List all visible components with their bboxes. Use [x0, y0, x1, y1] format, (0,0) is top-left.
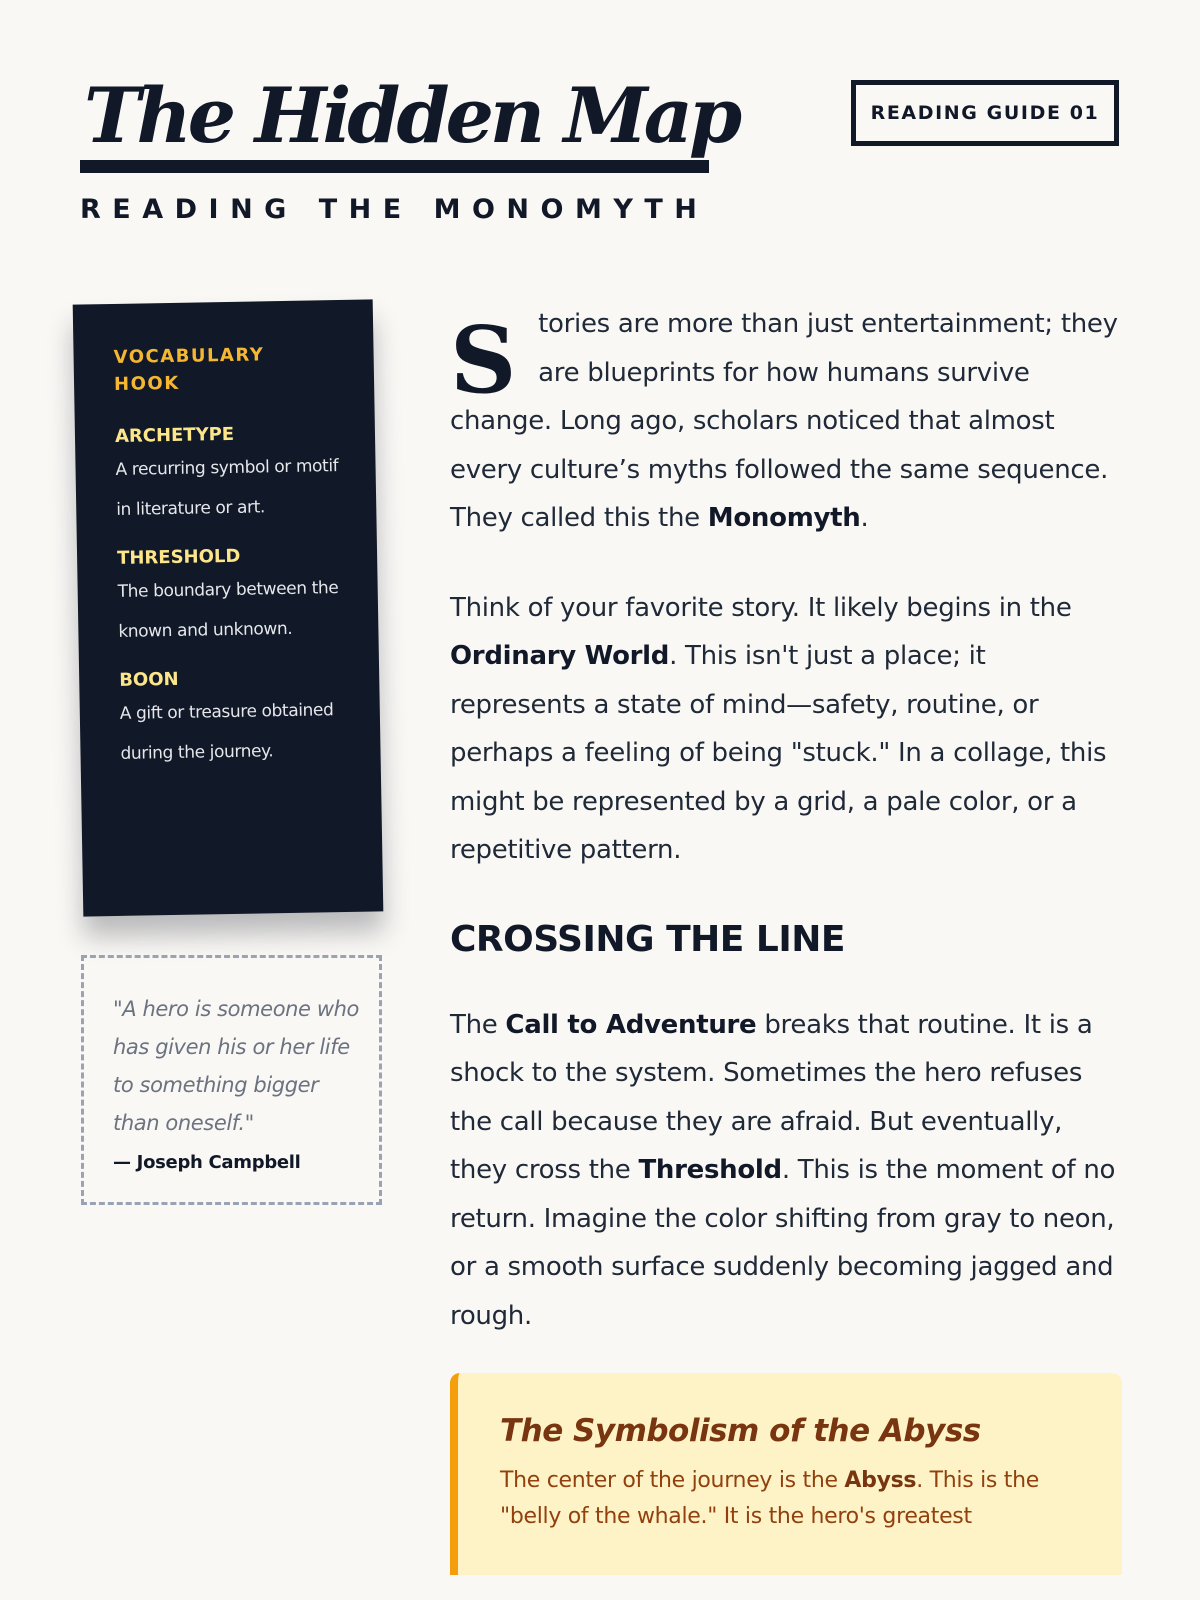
threshold-paragraph [450, 1001, 1122, 1341]
paragraph-text: . This is the moment of no return. Imagine the color shifting from gray to neon, or a smooth surface suddenly becoming jagged and rough. [450, 1155, 1116, 1331]
term-call-to-adventure: Call to Adventure [505, 1009, 757, 1040]
term-monomyth: Monomyth [707, 503, 861, 533]
term-name: ARCHETYPE [114, 423, 235, 447]
paragraph-text: breaks that routine. It is a shock to the system. Sometimes the hero refuses the call because they are afraid. But eventually, they cross the [450, 1009, 1093, 1185]
reading-guide-badge: READING GUIDE 01 [851, 80, 1119, 146]
term-definition: A gift or treasure obtained during the journey. [119, 700, 334, 764]
paragraph-text: tories are more than just entertainment; they are blueprints for how humans survive change. Long ago, scholars noticed that almost every culture’s myths followed the same sequence. They called this the [450, 309, 1118, 533]
vocabulary-card [73, 299, 384, 916]
term-abyss: Abyss [844, 1468, 917, 1493]
term-threshold: Threshold [638, 1155, 782, 1185]
quote-box [81, 955, 382, 1205]
callout-title: The Symbolism of the Abyss [500, 1413, 981, 1449]
term-name: BOON [119, 668, 179, 691]
quote-author: — Joseph Campbell [113, 1152, 301, 1173]
title-underline [80, 160, 709, 173]
paragraph-text: The center of the journey is the [500, 1468, 845, 1493]
drop-cap: S [450, 306, 517, 414]
vocab-term-boon [119, 664, 361, 774]
paragraph-text: Think of your favorite story. It likely begins in the [450, 592, 1072, 623]
article-body [450, 300, 1122, 1575]
vocabulary-title: VOCABULARY HOOK [113, 344, 265, 395]
term-definition: The boundary between the known and unknown. [117, 578, 339, 642]
vocab-term-archetype [115, 420, 357, 530]
intro-paragraph [450, 300, 1122, 543]
paragraph-text: . [860, 503, 869, 533]
term-definition: A recurring symbol or motif in literature or art. [115, 456, 339, 520]
term-ordinary-world: Ordinary World [450, 641, 670, 671]
term-name: THRESHOLD [116, 545, 241, 569]
ordinary-world-paragraph [450, 584, 1122, 875]
vocab-term-threshold [117, 542, 359, 652]
page-title: The Hidden Map [84, 71, 739, 160]
paragraph-text: The [450, 1009, 506, 1040]
section-heading: CROSSING THE LINE [450, 918, 845, 960]
abyss-callout [450, 1373, 1122, 1575]
quote-text: "A hero is someone who has given his or her life to something bigger than oneself." [113, 997, 359, 1135]
paragraph-text: . This isn't just a place; it represents a state of mind—safety, routine, or perhaps a feeling of being "stuck." In a collage, this might be represented by a grid, a pale color, or a repetitive pattern. [450, 641, 1107, 865]
callout-text [500, 1463, 1092, 1535]
page-subtitle: READING THE MONOMYTH [80, 194, 709, 225]
paragraph-text: . This is the "belly of the whale." It is the hero's greatest [500, 1468, 1039, 1529]
